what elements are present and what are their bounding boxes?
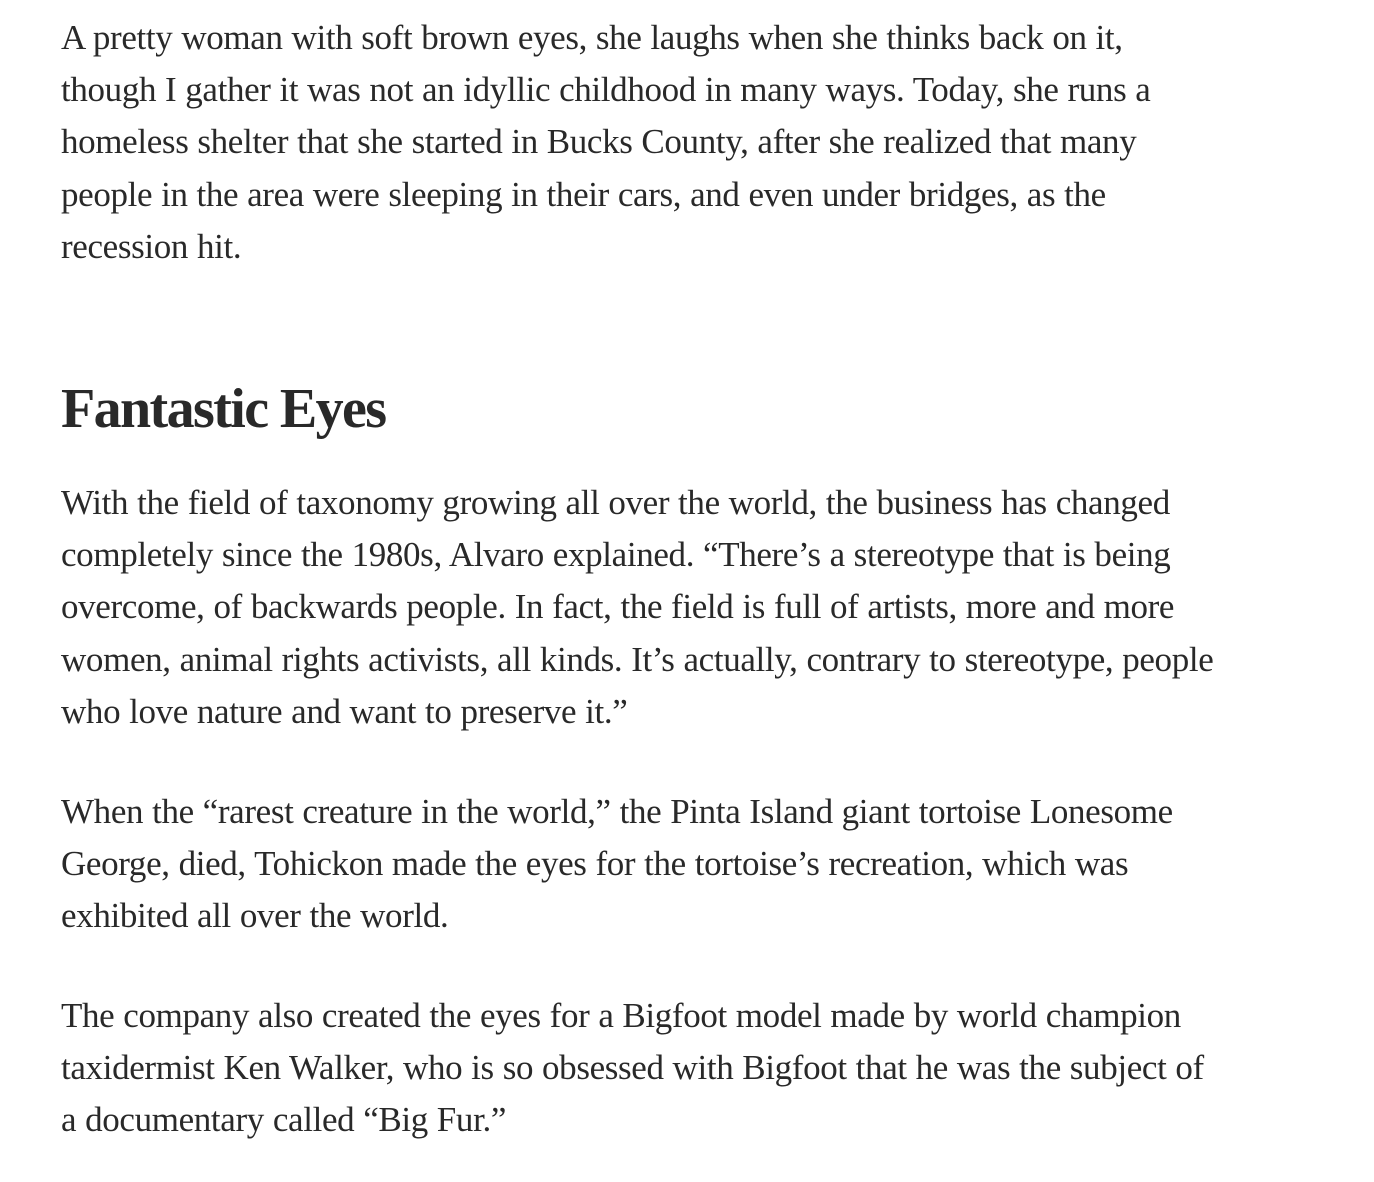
article-paragraph-3	[61, 786, 1301, 943]
paragraph-line: exhibited all over the world.	[61, 896, 449, 936]
article-paragraph-2	[61, 477, 1301, 738]
paragraph-line: George, died, Tohickon made the eyes for the tortoise’s recreation, which was	[61, 844, 1129, 884]
paragraph-line: though I gather it was not an idyllic childhood in many ways. Today, she runs a	[61, 70, 1151, 110]
paragraph-line: who love nature and want to preserve it.”	[61, 691, 628, 731]
paragraph-line: homeless shelter that she started in Bucks County, after she realized that many	[61, 122, 1137, 162]
paragraph-line: The company also created the eyes for a Bigfoot model made by world champion	[61, 996, 1181, 1035]
paragraph-line: recession hit.	[61, 226, 242, 266]
paragraph-line: people in the area were sleeping in their cars, and even under bridges, as the	[61, 174, 1106, 214]
paragraph-line: A pretty woman with soft brown eyes, she laughs when she thinks back on it,	[61, 18, 1123, 57]
article-paragraph-intro	[61, 12, 1301, 273]
paragraph-line: completely since the 1980s, Alvaro explained. “There’s a stereotype that is being	[61, 535, 1171, 575]
paragraph-line: With the field of taxonomy growing all over the world, the business has changed	[61, 483, 1170, 522]
paragraph-line: When the “rarest creature in the world,” the Pinta Island giant tortoise Lonesome	[61, 792, 1173, 831]
paragraph-line: taxidermist Ken Walker, who is so obsessed with Bigfoot that he was the subject of	[61, 1048, 1204, 1088]
paragraph-line: a documentary called “Big Fur.”	[61, 1100, 507, 1140]
paragraph-line: women, animal rights activists, all kinds. It’s actually, contrary to stereotype, people	[61, 639, 1214, 679]
article-paragraph-4	[61, 990, 1301, 1147]
paragraph-line: overcome, of backwards people. In fact, the field is full of artists, more and more	[61, 587, 1175, 627]
section-heading: Fantastic Eyes	[61, 378, 386, 440]
